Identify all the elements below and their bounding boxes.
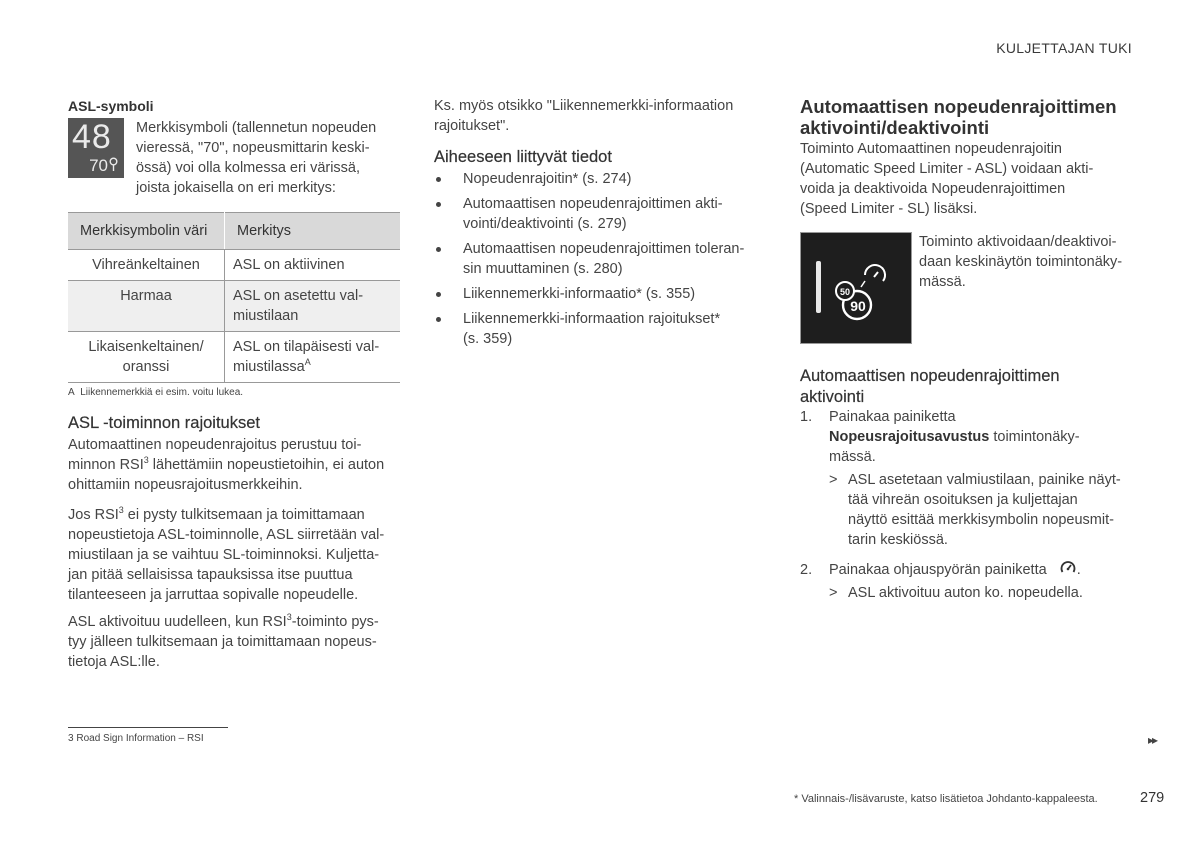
see-also-text: Ks. myös otsikko "Liikennemerkki-informaation rajoitukset". bbox=[434, 98, 734, 134]
list-item[interactable]: Liikennemerkki-informaation rajoitukset* (s. 359) bbox=[434, 309, 774, 349]
table-row bbox=[68, 281, 400, 332]
related-info-title: Aiheeseen liittyvät tiedot bbox=[434, 148, 612, 166]
continue-arrows-icon: ▸▸ bbox=[1148, 733, 1157, 747]
list-item[interactable]: Liikennemerkki-informaatio* (s. 355) bbox=[434, 284, 774, 304]
footer-note: * Valinnais-/lisävaruste, katso lisätietoa Johdanto-kappaleesta. bbox=[794, 793, 1098, 805]
table-row bbox=[68, 250, 400, 281]
asl-symbol-title: ASL-symboli bbox=[68, 98, 154, 114]
table-header-row bbox=[68, 213, 400, 250]
center-display-image bbox=[800, 232, 912, 344]
limitations-paragraph-3: ASL aktivoituu uudelleen, kun RSI$^3$-toiminto pys- tyy jälleen tulkitsemaan ja toimittamaan nopeus- tietoja ASL:lle. bbox=[68, 612, 379, 670]
list-item[interactable]: Automaattisen nopeudenrajoittimen akti- vointi/deaktivointi (s. 279) bbox=[434, 194, 774, 234]
step-1-result-marker: > bbox=[829, 472, 838, 488]
speed-limit-assist-button-label: Nopeusrajoitusavustus bbox=[829, 429, 990, 445]
step-1-result: ASL asetetaan valmiustilaan, painike näyt- tää vihreän osoituksen ja kuljettajan näyttö esittää merkkisymbolin nopeusmit- tarin keskiössä. bbox=[848, 472, 1121, 548]
speed-limit-value: 70 bbox=[89, 156, 118, 176]
step-2-result: ASL aktivoituu auton ko. nopeudella. bbox=[848, 585, 1083, 601]
asl-speed-symbol bbox=[68, 118, 124, 178]
table-header-color: Merkkisymbolin väri bbox=[68, 213, 225, 250]
table-cell-color: Likaisenkeltainen/ oranssi bbox=[68, 332, 225, 383]
list-item[interactable]: Nopeudenrajoitin* (s. 274) bbox=[434, 169, 774, 189]
table-cell-color: Harmaa bbox=[68, 281, 225, 332]
asl-symbol-intro: Merkkisymboli (tallennetun nopeuden vieressä, "70", nopeusmittarin keski- össä) voi olla kolmessa eri värissä, joista jokaisella on eri merkitys: bbox=[136, 120, 377, 196]
table-note: A Liikennemerkkiä ei esim. voitu lukea. bbox=[68, 387, 244, 398]
speed-limiter-button-icon bbox=[801, 233, 911, 343]
step-1-number: 1. bbox=[800, 409, 813, 425]
section-header: KULJETTAJAN TUKI bbox=[996, 40, 1132, 56]
step-2-result-marker: > bbox=[829, 585, 838, 601]
activation-subtitle: Automaattisen nopeudenrajoittimen aktivointi bbox=[800, 367, 1060, 406]
limitations-paragraph-1: Automaattinen nopeudenrajoitus perustuu toi- minnon RSI$^3$ lähettämiin nopeustietoihin, ei auton ohittamiin nopeusrajoitusmerkkeihin. bbox=[68, 437, 385, 493]
steering-wheel-speed-button-icon bbox=[1059, 560, 1077, 576]
activation-intro: Toiminto Automaattinen nopeudenrajoitin (Automatic Speed Limiter - ASL) voidaan akti- voida ja deaktivoida Nopeudenrajoittimen (Speed Limiter - SL) lisäksi. bbox=[800, 141, 1094, 217]
panel-speed-50: 50 bbox=[839, 287, 851, 297]
table-row bbox=[68, 332, 400, 383]
step-2-text: Painakaa ohjauspyörän painiketta . bbox=[829, 562, 1081, 578]
table-note-ref: A bbox=[304, 357, 311, 367]
page-number: 279 bbox=[1140, 790, 1165, 806]
table-cell-meaning: ASL on asetettu val- miustilaan bbox=[225, 281, 401, 332]
footnote: 3 Road Sign Information – RSI bbox=[68, 733, 204, 744]
image-caption: Toiminto aktivoidaan/deaktivoi- daan keskinäytön toimintonäky- mässä. bbox=[919, 234, 1123, 290]
table-cell-meaning: ASL on tilapäisesti val- miustilassa$^A$ bbox=[225, 332, 401, 383]
related-info-list bbox=[434, 169, 774, 354]
stored-speed-value: 48 bbox=[72, 118, 112, 156]
asl-limitations-title: ASL -toiminnon rajoitukset bbox=[68, 414, 260, 432]
activation-title: Automaattisen nopeudenrajoittimen aktivointi/deaktivointi bbox=[800, 96, 1117, 138]
list-item[interactable]: Automaattisen nopeudenrajoittimen toleran- sin muuttaminen (s. 280) bbox=[434, 239, 774, 279]
speed-limit-pin-icon bbox=[109, 157, 118, 172]
step-1-text: Painakaa painiketta Nopeusrajoitusavustus toimintonäky- mässä. bbox=[829, 409, 1080, 465]
limitations-paragraph-2: Jos RSI$^3$ ei pysty tulkitsemaan ja toimittamaan nopeustietoja ASL-toiminnolle, ASL siirretään val- miustilaan ja se vaihtuu SL-toiminnoksi. Kuljetta- jan pitää sellaisissa tapauksissa itse puuttua tilanteeseen ja jarruttaa sopivalle nopeudelle. bbox=[68, 505, 385, 603]
table-header-meaning: Merkitys bbox=[225, 213, 401, 250]
step-2-number: 2. bbox=[800, 562, 813, 578]
panel-speed-90: 90 bbox=[850, 298, 866, 314]
symbol-color-table bbox=[68, 212, 400, 383]
symbol-color-table-wrap bbox=[68, 212, 400, 383]
table-cell-color: Vihreänkeltainen bbox=[68, 250, 225, 281]
footnote-divider bbox=[68, 727, 228, 728]
table-cell-meaning: ASL on aktiivinen bbox=[225, 250, 401, 281]
